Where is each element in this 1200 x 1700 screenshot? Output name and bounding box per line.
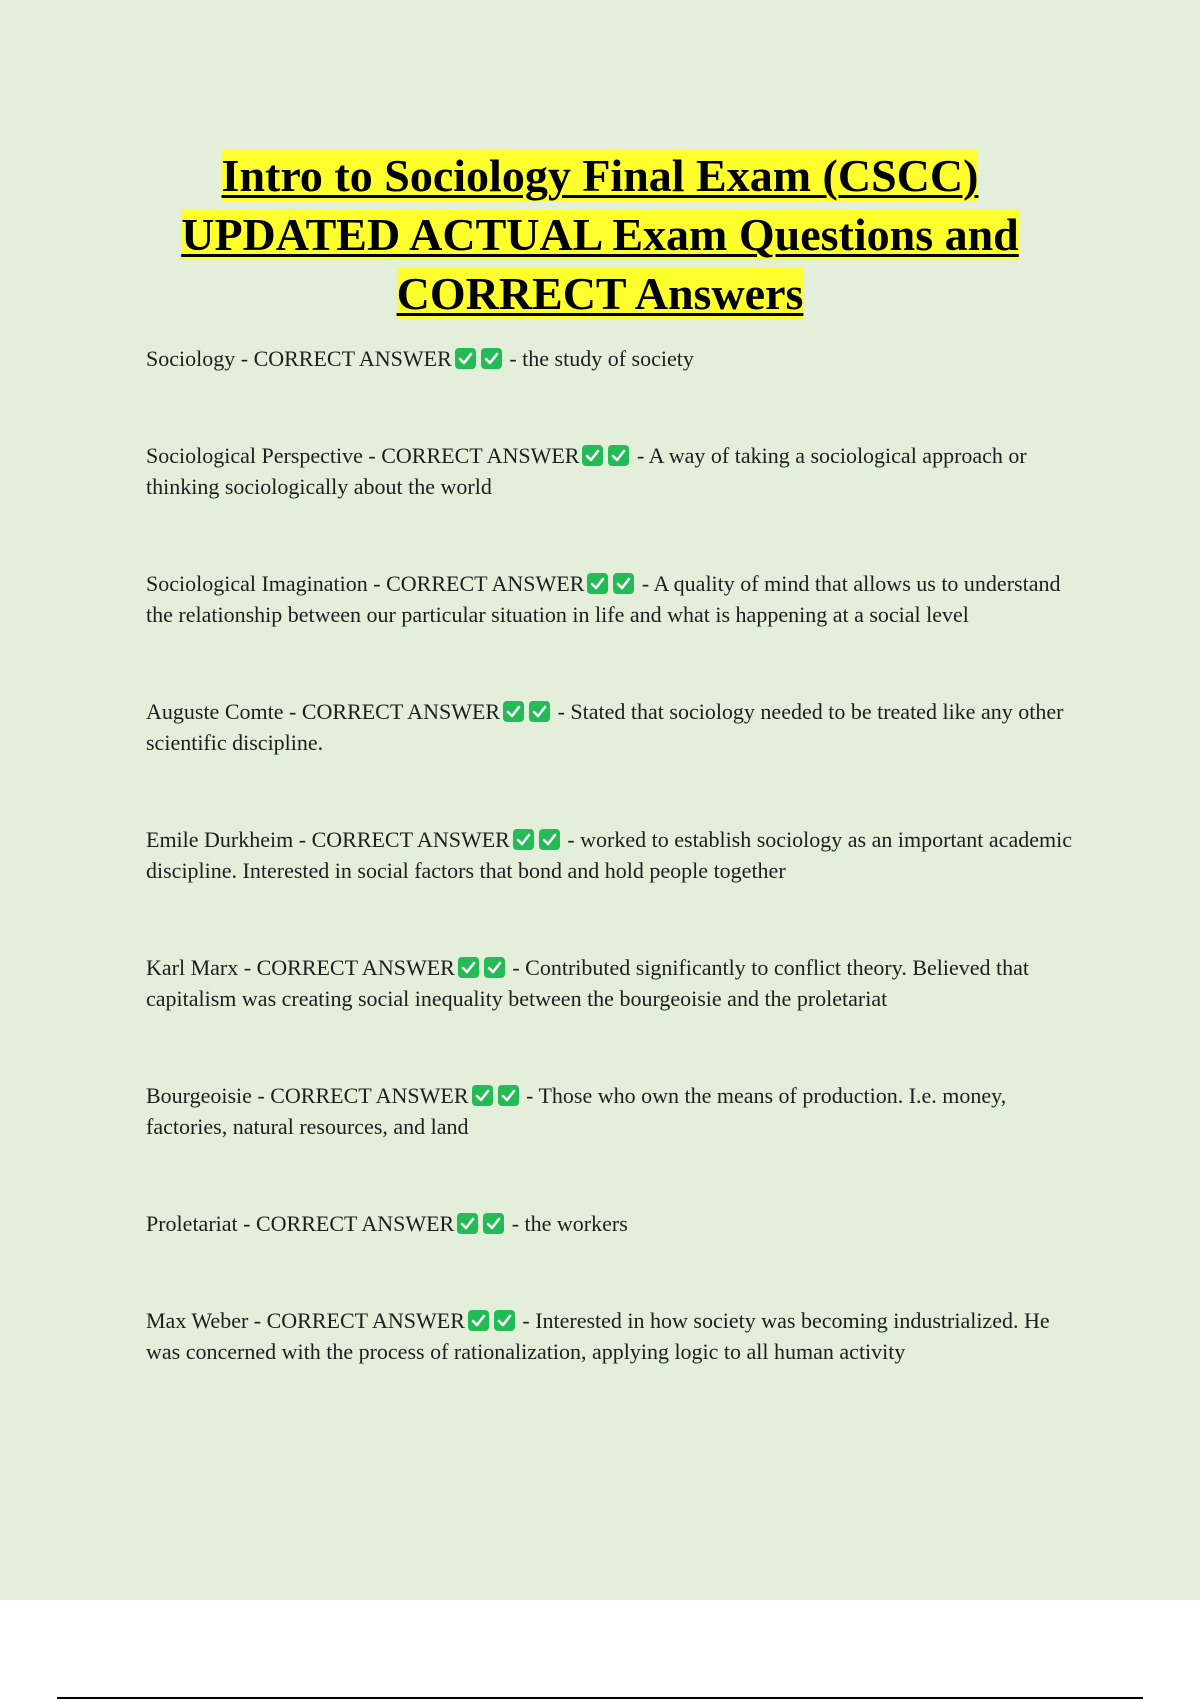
qa-entry: Max Weber - CORRECT ANSWER - Interested in how society was becoming industrialized. He was concerned with the process of rationalization, applying logic to all human activity (146, 1308, 1050, 1364)
check-box-icon (494, 1310, 515, 1331)
check-box-icon (498, 1085, 519, 1106)
check-box-icon (608, 445, 629, 466)
answer-marker: CORRECT ANSWER (256, 955, 455, 980)
qa-entry: Bourgeoisie - CORRECT ANSWER - Those who own the means of production. I.e. money, factories, natural resources, and land (146, 1083, 1007, 1139)
entry-term: Sociological Perspective (146, 443, 363, 468)
entry-definition: worked to establish sociology as an important academic discipline. Interested in social factors that bond and hold people together (146, 827, 1072, 883)
check-box-icon (483, 1213, 504, 1234)
entry-term: Emile Durkheim (146, 827, 294, 852)
answer-marker: CORRECT ANSWER (381, 443, 580, 468)
qa-entry: Sociological Perspective - CORRECT ANSWER - A way of taking a sociological approach or thinking sociologically about the world (146, 443, 1027, 499)
check-box-icon (513, 829, 534, 850)
check-box-icon (457, 1213, 478, 1234)
title-line-3: CORRECT Answers (396, 268, 804, 319)
check-box-icon (613, 573, 634, 594)
answer-marker: CORRECT ANSWER (270, 1083, 469, 1108)
entry-term: Auguste Comte (146, 699, 284, 724)
answer-marker: CORRECT ANSWER (255, 1211, 455, 1236)
entry-definition: Stated that sociology needed to be treated like any other scientific discipline. (146, 699, 1064, 755)
check-box-icon (503, 701, 524, 722)
qa-entry: Karl Marx - CORRECT ANSWER - Contributed significantly to conflict theory. Believed that capitalism was creating social inequality between the bourgeoisie and the proletariat (146, 955, 1029, 1011)
check-box-icon (484, 957, 505, 978)
entry-term: Bourgeoisie (146, 1083, 252, 1108)
entry-term: Karl Marx (146, 955, 239, 980)
entry-definition: the workers (524, 1211, 628, 1236)
document-title (100, 146, 1100, 323)
title-line-2: UPDATED ACTUAL Exam Questions and (181, 209, 1019, 260)
entry-definition: Contributed significantly to conflict theory. Believed that capitalism was creating social inequality between the bourgeoisie and the proletariat (146, 955, 1029, 1011)
check-box-icon (539, 829, 560, 850)
answer-marker: CORRECT ANSWER (266, 1308, 465, 1333)
entry-term: Max Weber (146, 1308, 249, 1333)
page-divider (57, 1697, 1143, 1699)
qa-entry: Auguste Comte - CORRECT ANSWER - Stated that sociology needed to be treated like any other scientific discipline. (146, 699, 1064, 755)
check-box-icon (472, 1085, 493, 1106)
entry-definition: the study of society (522, 346, 694, 371)
check-box-icon (529, 701, 550, 722)
entry-definition: A quality of mind that allows us to understand the relationship between our particular situation in life and what is happening at a social level (146, 571, 1061, 627)
qa-entry: Emile Durkheim - CORRECT ANSWER - worked to establish sociology as an important academic discipline. Interested in social factors that bond and hold people together (146, 827, 1072, 883)
entry-term: Sociological Imagination (146, 571, 368, 596)
qa-entry: Proletariat - CORRECT ANSWER - the workers (146, 1211, 628, 1236)
check-box-icon (587, 573, 608, 594)
entry-definition: Interested in how society was becoming industrialized. He was concerned with the process of rationalization, applying logic to all human activity (146, 1308, 1050, 1364)
check-box-icon (455, 348, 476, 369)
check-box-icon (481, 348, 502, 369)
check-box-icon (468, 1310, 489, 1331)
answer-marker: CORRECT ANSWER (311, 827, 510, 852)
check-box-icon (582, 445, 603, 466)
title-line-1: Intro to Sociology Final Exam (CSCC) (221, 150, 979, 201)
qa-list (146, 343, 1086, 1433)
qa-entry: Sociological Imagination - CORRECT ANSWER - A quality of mind that allows us to understand the relationship between our particular situation in life and what is happening at a social level (146, 571, 1061, 627)
entry-definition: A way of taking a sociological approach or thinking sociologically about the world (146, 443, 1027, 499)
entry-term: Sociology (146, 346, 236, 371)
qa-entry: Sociology - CORRECT ANSWER - the study of society (146, 346, 694, 371)
check-box-icon (458, 957, 479, 978)
answer-marker: CORRECT ANSWER (253, 346, 452, 371)
answer-marker: CORRECT ANSWER (386, 571, 585, 596)
answer-marker: CORRECT ANSWER (301, 699, 501, 724)
entry-term: Proletariat (146, 1211, 238, 1236)
entry-definition: Those who own the means of production. I.e. money, factories, natural resources, and land (146, 1083, 1007, 1139)
